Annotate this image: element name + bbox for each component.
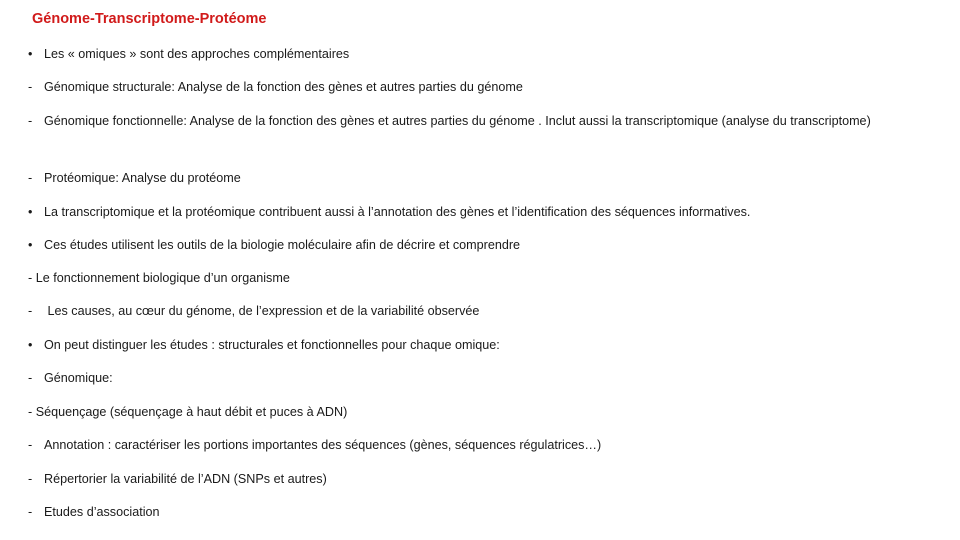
plain-line (28, 267, 932, 290)
dash-marker: - (28, 80, 33, 94)
dash-marker: - (28, 472, 33, 486)
dash-line (28, 110, 932, 133)
dash-text: Annotation : caractériser les portions importantes des séquences (gènes, séquences régulatrices…) (44, 438, 602, 452)
bullet-line (28, 201, 932, 224)
dash-marker: - (28, 438, 33, 452)
dash-text: Protéomique: Analyse du protéome (44, 171, 241, 185)
dash-line (28, 300, 932, 323)
plain-line (28, 401, 932, 424)
dash-line (28, 468, 932, 491)
bullet-line (28, 334, 932, 357)
dash-marker: - (28, 114, 33, 128)
bullet-text: Ces études utilisent les outils de la biologie moléculaire afin de décrire et comprendre (44, 238, 521, 252)
bullet-marker: • (28, 205, 33, 219)
dash-marker: - (28, 304, 33, 318)
dash-text: Etudes d’association (44, 505, 160, 519)
bullet-text: On peut distinguer les études : structurales et fonctionnelles pour chaque omique: (44, 338, 500, 352)
bullet-marker: • (28, 338, 33, 352)
dash-marker: - (28, 171, 33, 185)
bullet-text: La transcriptomique et la protéomique contribuent aussi à l’annotation des gènes et l’identification des séquences informatives. (44, 205, 751, 219)
dash-line (28, 434, 932, 457)
dash-text: Répertorier la variabilité de l’ADN (SNPs et autres) (44, 472, 327, 486)
slide-title: Génome-Transcriptome-Protéome (32, 11, 267, 27)
bullet-line (28, 43, 932, 66)
dash-marker: - (28, 371, 33, 385)
dash-text: Génomique fonctionnelle: Analyse de la fonction des gènes et autres parties du génome . Inclut aussi la transcriptomique (analyse du transcriptome) (44, 114, 871, 128)
dash-line (28, 367, 932, 390)
dash-text: Les causes, au cœur du génome, de l’expression et de la variabilité observée (44, 304, 480, 318)
dash-text: Génomique: (44, 371, 113, 385)
dash-line (28, 167, 932, 190)
dash-line (28, 76, 932, 99)
dash-text: Génomique structurale: Analyse de la fonction des gènes et autres parties du génome (44, 80, 523, 94)
bullet-marker: • (28, 238, 33, 252)
plain-text: - Séquençage (séquençage à haut débit et puces à ADN) (28, 405, 348, 419)
plain-text: - Le fonctionnement biologique d’un organisme (28, 271, 290, 285)
dash-line (28, 501, 932, 524)
bullet-line (28, 234, 932, 257)
bullet-marker: • (28, 47, 33, 61)
dash-marker: - (28, 505, 33, 519)
bullet-text: Les « omiques » sont des approches complémentaires (44, 47, 350, 61)
